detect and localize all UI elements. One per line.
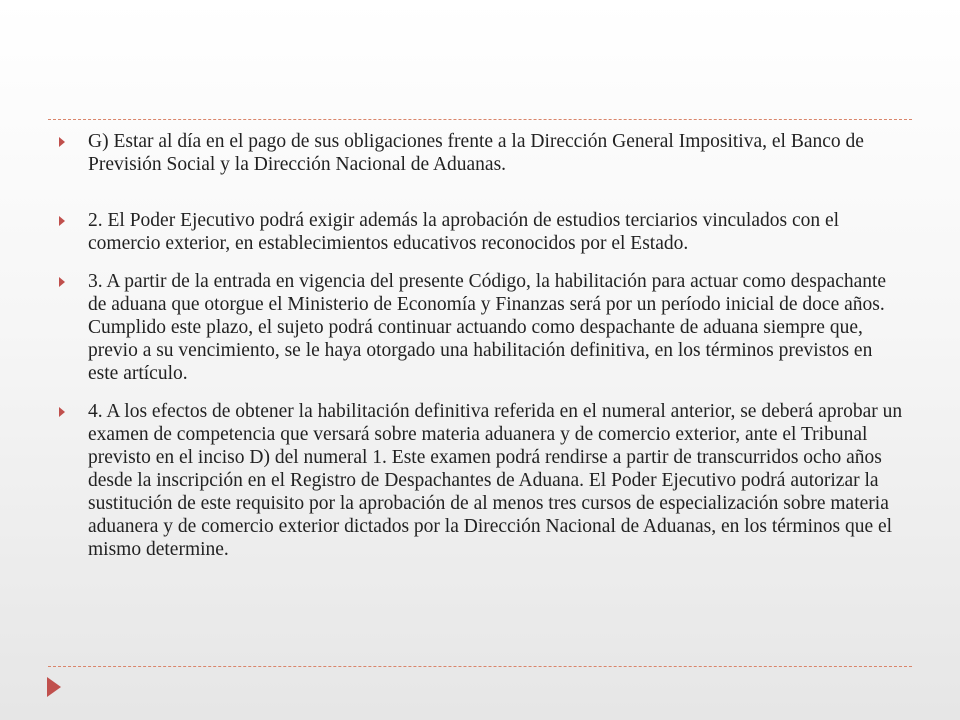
bullet-text: 4. A los efectos de obtener la habilitación definitiva referida en el numeral anterior, se deberá aprobar un examen de competencia que versará sobre materia aduanera y de comercio exterior, ante el Tribunal previsto en el inciso D) del numeral 1. Este examen podrá rendirse a partir de transcurridos ocho años desde la inscripción en el Registro de Despachantes de Aduana. El Poder Ejecutivo podrá autorizar la sustitución de este requisito por la aprobación de al menos tres cursos de especialización sobre materia aduanera y de comercio exterior dictados por la Dirección Nacional de Aduanas, en los términos que el mismo determine. — [88, 401, 903, 560]
bullet-text: G) Estar al día en el pago de sus obligaciones frente a la Dirección General Impositiva, el Banco de Previsión Social y la Dirección Nacional de Aduanas. — [88, 131, 864, 175]
bullet-item-2 — [56, 209, 906, 255]
top-divider — [48, 119, 912, 120]
triangle-bullet-icon — [59, 137, 65, 147]
triangle-bullet-icon — [59, 407, 65, 417]
bullet-item-4 — [56, 400, 906, 561]
bullet-item-3 — [56, 270, 906, 385]
triangle-bullet-icon — [59, 277, 65, 287]
triangle-bullet-icon — [59, 216, 65, 226]
slide-content — [56, 130, 906, 561]
bottom-divider — [48, 666, 912, 667]
bullet-item-g — [56, 130, 906, 176]
bullet-text: 2. El Poder Ejecutivo podrá exigir además la aprobación de estudios terciarios vinculados con el comercio exterior, en establecimientos educativos reconocidos por el Estado. — [88, 210, 840, 254]
bullet-text: 3. A partir de la entrada en vigencia del presente Código, la habilitación para actuar como despachante de aduana que otorgue el Ministerio de Economía y Finanzas será por un período inicial de doce años. Cumplido este plazo, el sujeto podrá continuar actuando como despachante de aduana siempre que, previo a su vencimiento, se le haya otorgado una habilitación definitiva, en los términos previstos en este artículo. — [88, 271, 887, 384]
slide-marker-triangle-icon — [47, 677, 61, 697]
